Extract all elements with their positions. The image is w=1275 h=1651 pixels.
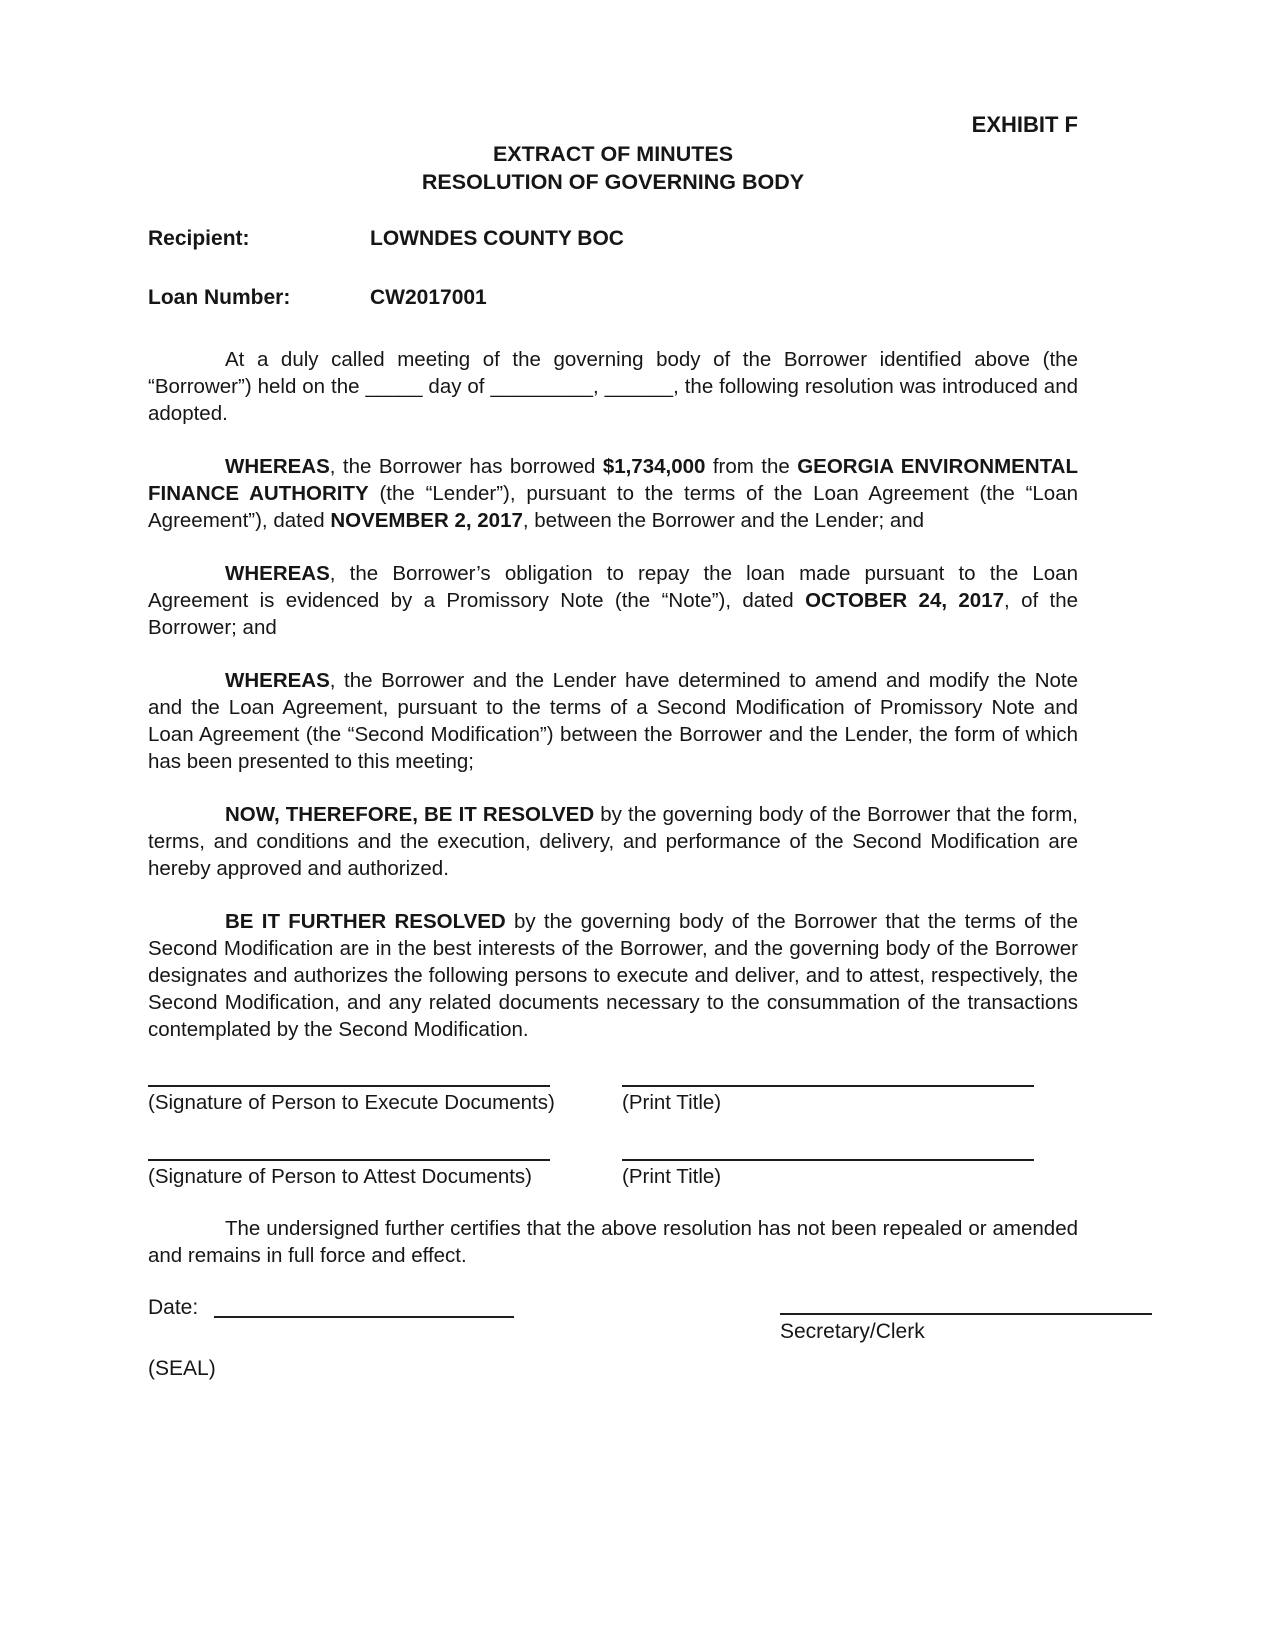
title-line-2: RESOLUTION OF GOVERNING BODY [421,170,805,194]
secretary-block [780,1295,1152,1344]
exhibit-label: EXHIBIT F [971,112,1078,137]
title-line-1: EXTRACT OF MINUTES [492,142,734,166]
loan-number-row [148,285,1078,310]
recipient-value: LOWNDES COUNTY BOC [370,227,624,250]
recipient-row [148,226,1078,251]
paragraph-whereas-borrowed: WHEREAS, the Borrower has borrowed $1,734,000 from the GEORGIA ENVIRONMENTAL FINANCE AUTHORITY (the “Lender”), pursuant to the terms of the Loan Agreement (the “Loan Agreement”), dated NOVEMBER 2, 2017, between the Borrower and the Lender; and [148,455,1078,532]
paragraph-opening: At a duly called meeting of the governing body of the Borrower identified above (the “Borrower”) held on the _____ day of _________, ______, the following resolution was introduced and adopted. [148,348,1078,425]
loan-number-label: Loan Number: [148,286,291,309]
signature-attest-label: (Signature of Person to Attest Documents) [148,1165,532,1188]
signature-row-attest [148,1159,1078,1189]
signature-execute-column [148,1085,555,1115]
date-secretary-row [148,1295,1078,1344]
paragraph-now-therefore: NOW, THEREFORE, BE IT RESOLVED by the governing body of the Borrower that the form, terms, and conditions and the execution, delivery, and performance of the Second Modification are hereby approved and authorized. [148,803,1078,880]
print-title-column-1 [622,1085,1034,1115]
signature-attest-column [148,1159,550,1189]
paragraph-certification: The undersigned further certifies that the above resolution has not been repealed or amended and remains in full force and effect. [148,1217,1078,1267]
date-line [214,1316,514,1318]
signature-execute-label: (Signature of Person to Execute Documents) [148,1091,555,1114]
secretary-clerk-label: Secretary/Clerk [780,1320,925,1343]
signature-row-execute [148,1085,1078,1115]
document-title [148,140,1078,196]
date-block [148,1295,650,1320]
print-title-column-2 [622,1159,1034,1189]
paragraph-whereas-modification: WHEREAS, the Borrower and the Lender have determined to amend and modify the Note and the Loan Agreement, pursuant to the terms of a Second Modification of Promissory Note and Loan Agreement (the “Second Modification”) between the Borrower and the Lender, the form of which has been presented to this meeting; [148,669,1078,773]
recipient-label: Recipient: [148,227,250,250]
paragraph-whereas-note: WHEREAS, the Borrower’s obligation to repay the loan made pursuant to the Loan Agreement is evidenced by a Promissory Note (the “Note”), dated OCTOBER 24, 2017, of the Borrower; and [148,562,1079,639]
seal-label: (SEAL) [148,1357,216,1380]
print-title-label-1: (Print Title) [622,1091,722,1114]
loan-number-value: CW2017001 [370,286,487,309]
paragraph-further-resolved: BE IT FURTHER RESOLVED by the governing body of the Borrower that the terms of the Second Modification are in the best interests of the Borrower, and the governing body of the Borrower designates and authorizes the following persons to execute and deliver, and to attest, respectively, the Second Modification, and any related documents necessary to the consummation of the transactions contemplated by the Second Modification. [148,910,1078,1041]
date-label: Date: [148,1296,199,1319]
print-title-label-2: (Print Title) [622,1165,722,1188]
